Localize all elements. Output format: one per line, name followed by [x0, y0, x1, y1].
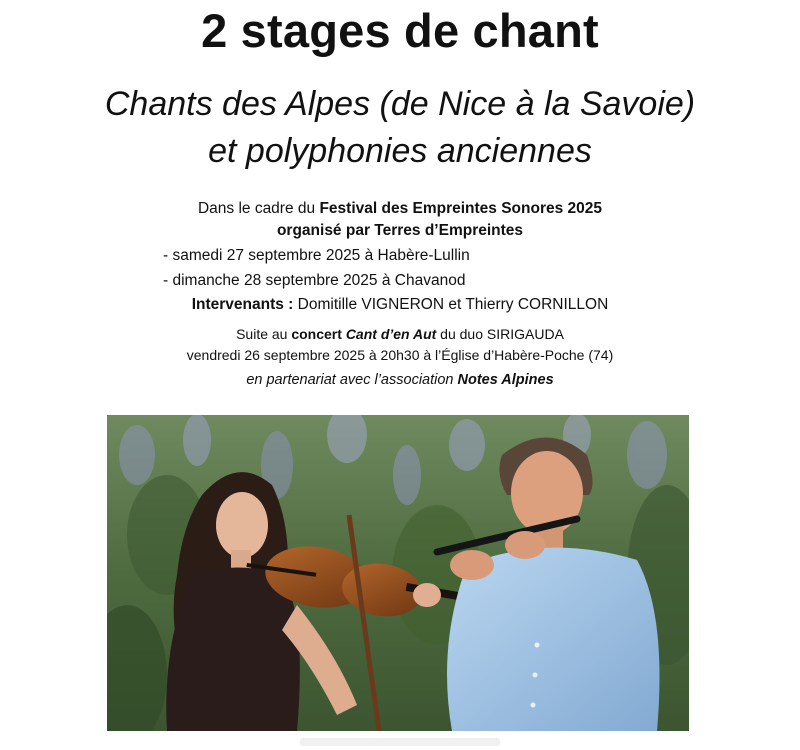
concert-prefix: Suite au [236, 326, 292, 342]
concert-line-1 [0, 325, 800, 344]
partnership-line [0, 371, 800, 390]
festival-line [0, 199, 800, 219]
woman-face [216, 492, 268, 558]
concert-title: Cant d’en Aut [345, 326, 437, 342]
organizer-line: organisé par Terres d’Empreintes [276, 222, 524, 239]
concert-word: concert [291, 326, 342, 342]
partnership-name: Notes Alpines [457, 372, 554, 388]
duo-musicians-photo [107, 415, 689, 731]
subtitle-line-2: et polyphonies anciennes [208, 132, 592, 170]
partnership-prefix: en partenariat avec l’association [246, 372, 458, 388]
speakers-label: Intervenants : [191, 296, 294, 313]
date-line-1: - samedi 27 septembre 2025 à Habère-Lullin [163, 247, 470, 264]
festival-prefix: Dans le cadre du [197, 200, 320, 217]
next-section-hint [300, 738, 500, 746]
concert-line-2: vendredi 26 septembre 2025 à 20h30 à l’Église d’Habère-Poche (74) [186, 347, 614, 363]
speakers-line [0, 295, 800, 315]
subtitle-line-1: Chants des Alpes (de Nice à la Savoie) [104, 85, 696, 123]
concert-suffix: du duo SIRIGAUDA [436, 326, 564, 342]
festival-name: Festival des Empreintes Sonores 2025 [319, 200, 603, 217]
date-line-2: - dimanche 28 septembre 2025 à Chavanod [163, 272, 466, 289]
photo-illustration [107, 415, 689, 731]
speakers-names: Domitille VIGNERON et Thierry CORNILLON [293, 296, 609, 313]
poster-title: 2 stages de chant [201, 4, 599, 57]
